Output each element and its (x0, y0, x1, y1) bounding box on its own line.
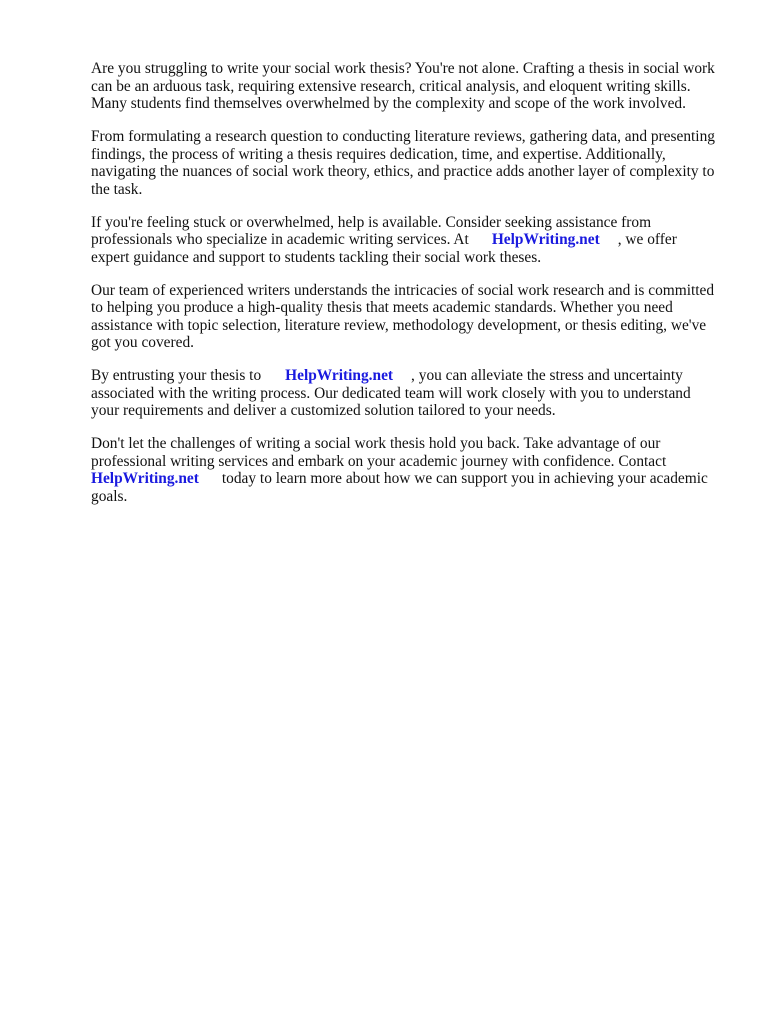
text-line: got you covered. (91, 334, 194, 351)
helpwriting-link[interactable]: HelpWriting.net (285, 367, 394, 384)
helpwriting-link[interactable]: HelpWriting.net (91, 470, 199, 487)
text-line: Don't let the challenges of writing a social work thesis hold you back. Take advantage of our (91, 435, 661, 452)
text-line: expert guidance and support to students tackling their social work theses. (91, 248, 542, 266)
text-line: If you're feeling stuck or overwhelmed, help is available. Consider seeking assistance from (91, 213, 652, 231)
text-line (91, 367, 731, 385)
text-line: navigating the nuances of social work theory, ethics, and practice adds another layer of complexity to (91, 163, 715, 180)
text-line: Our team of experienced writers understands the intricacies of social work research and is committed (91, 281, 715, 299)
paragraph-intro (91, 60, 731, 113)
text-line: findings, the process of writing a thesis requires dedication, time, and expertise. Additionally, (91, 145, 666, 163)
text-line (91, 470, 731, 488)
text-segment: , you can alleviate the stress and uncertainty (411, 367, 683, 384)
text-line: the task. (91, 180, 143, 198)
text-line: associated with the writing process. Our dedicated team will work closely with you to understand (91, 384, 691, 402)
text-line: your requirements and deliver a customized solution tailored to your needs. (91, 402, 556, 419)
helpwriting-link[interactable]: HelpWriting.net (491, 231, 600, 248)
text-line: goals. (91, 487, 128, 505)
text-line (91, 231, 731, 249)
paragraph-entrust (91, 367, 731, 420)
text-segment: professionals who specialize in academic writing services. At (91, 231, 469, 248)
text-line: to helping you produce a high-quality thesis that meets academic standards. Whether you need (91, 299, 673, 316)
text-segment: today to learn more about how we can support you in achieving your academic (221, 470, 708, 487)
text-line: From formulating a research question to conducting literature reviews, gathering data, and presenting (91, 128, 715, 145)
text-line: professional writing services and embark on your academic journey with confidence. Contact (91, 452, 667, 470)
paragraph-team (91, 282, 731, 352)
paragraph-process (91, 128, 731, 198)
paragraph-contact (91, 435, 731, 505)
text-segment: , we offer (617, 231, 677, 248)
text-line: Are you struggling to write your social work thesis? You're not alone. Crafting a thesis in social work (91, 60, 715, 77)
paragraph-help (91, 214, 731, 267)
text-line: Many students find themselves overwhelmed by the complexity and scope of the work involved. (91, 95, 686, 112)
document-page (91, 60, 731, 521)
text-segment: By entrusting your thesis to (91, 367, 262, 384)
text-line: assistance with topic selection, literature review, methodology development, or thesis editing, we've (91, 316, 707, 334)
text-line: can be an arduous task, requiring extensive research, critical analysis, and eloquent writing skills. (91, 77, 691, 95)
